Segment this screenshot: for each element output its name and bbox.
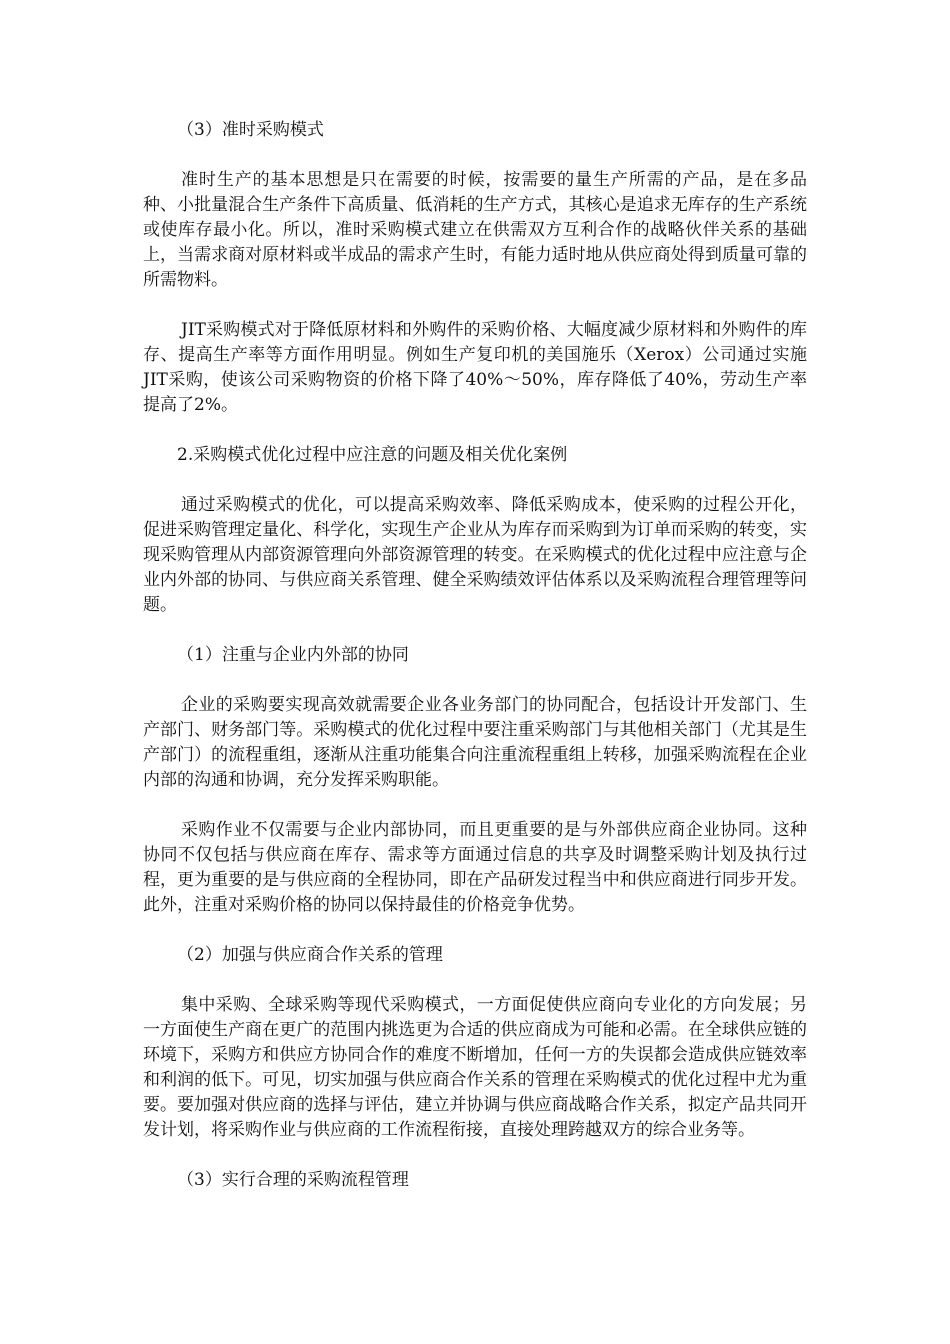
- section-heading-jit: （3）准时采购模式: [177, 120, 324, 140]
- section-heading-supplier-relations: （2）加强与供应商合作关系的管理: [177, 945, 443, 965]
- paragraph-supplier-relations: 集中采购、全球采购等现代采购模式，一方面促使供应商向专业化的方向发展；另一方面使生产商在更广的范围内挑选更为合适的供应商成为可能和必需。在全球供应链的环境下，采购方和供应方协同合作的难度不断增加，任何一方的失误都会造成供应链效率和利润的低下。可见，切实加强与供应商合作关系的管理在采购模式的优化过程中尤为重要。要加强对供应商的选择与评估，建立并协调与供应商战略合作关系，拟定产品共同开发计划，将采购作业与供应商的工作流程衔接，直接处理跨越双方的综合业务等。: [143, 995, 807, 1140]
- paragraph-optimization-overview: 通过采购模式的优化，可以提高采购效率、降低采购成本，使采购的过程公开化，促进采购管理定量化、科学化，实现生产企业从为库存而采购到为订单而采购的转变，实现采购管理从内部资源管理向外部资源管理的转变。在采购模式的优化过程中应注意与企业内外部的协同、与供应商关系管理、健全采购绩效评估体系以及采购流程合理管理等问题。: [143, 495, 807, 615]
- paragraph-internal-coordination: 企业的采购要实现高效就需要企业各业务部门的协同配合，包括设计开发部门、生产部门、财务部门等。采购模式的优化过程中要注重采购部门与其他相关部门（尤其是生产部门）的流程重组，逐渐从注重功能集合向注重流程重组上转移，加强采购流程在企业内部的沟通和协调，充分发挥采购职能。: [143, 695, 807, 790]
- section-heading-internal-external-coordination: （1）注重与企业内外部的协同: [177, 645, 409, 665]
- section-heading-process-management: （3）实行合理的采购流程管理: [177, 1170, 409, 1190]
- section-heading-optimization-issues: 2.采购模式优化过程中应注意的问题及相关优化案例: [177, 445, 568, 465]
- paragraph-jit-concept: 准时生产的基本思想是只在需要的时候，按需要的量生产所需的产品，是在多品种、小批量混合生产条件下高质量、低消耗的生产方式，其核心是追求无库存的生产系统或使库存最小化。所以，准时采购模式建立在供需双方互利合作的战略伙伴关系的基础上，当需求商对原材料或半成品的需求产生时，有能力适时地从供应商处得到质量可靠的所需物料。: [143, 170, 807, 290]
- paragraph-external-coordination: 采购作业不仅需要与企业内部协同，而且更重要的是与外部供应商企业协同。这种协同不仅包括与供应商在库存、需求等方面通过信息的共享及时调整采购计划及执行过程，更为重要的是与供应商的全程协同，即在产品研发过程当中和供应商进行同步开发。此外，注重对采购价格的协同以保持最佳的价格竞争优势。: [143, 820, 807, 915]
- document-body: [143, 118, 807, 1218]
- paragraph-jit-xerox: JIT采购模式对于降低原材料和外购件的采购价格、大幅度减少原材料和外购件的库存、提高生产率等方面作用明显。例如生产复印机的美国施乐（Xerox）公司通过实施JIT采购，使该公司采购物资的价格下降了40%～50%，库存降低了40%，劳动生产率提高了2%。: [143, 320, 807, 415]
